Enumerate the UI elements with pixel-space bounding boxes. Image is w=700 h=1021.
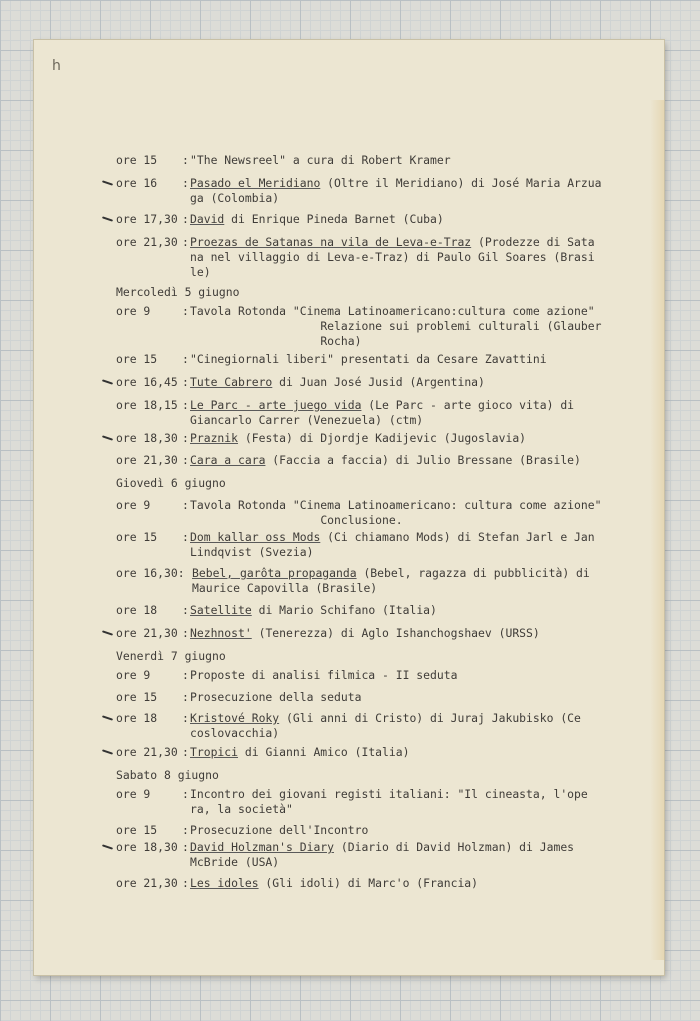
row-separator: : [182, 711, 189, 725]
check-tick-icon [102, 715, 113, 720]
row-text: di Gianni Amico (Italia) [238, 745, 410, 759]
film-title: Les idoles [190, 876, 259, 890]
day-heading: Mercoledì 5 giugno [116, 285, 240, 299]
check-tick-icon [102, 379, 113, 384]
row-time: ore 21,30 [116, 745, 178, 759]
film-title: Praznik [190, 431, 239, 445]
row-text: Prosecuzione della seduta [190, 690, 362, 704]
row-description [190, 787, 640, 817]
row-separator: : [182, 876, 189, 890]
row-text: (Gli idoli) di Marc'o (Francia) [258, 876, 479, 890]
row-description [190, 668, 640, 683]
row-time: ore 21,30 [116, 876, 178, 890]
check-tick-icon [102, 216, 113, 221]
row-description [190, 153, 640, 168]
row-time: ore 15 [116, 530, 158, 544]
row-description [190, 530, 640, 560]
row-description [190, 304, 640, 349]
row-separator: : [182, 453, 189, 467]
row-time: ore 18,30 [116, 840, 178, 854]
row-separator: : [182, 153, 189, 167]
row-description [190, 823, 640, 838]
row-description [190, 603, 640, 618]
row-separator: : [182, 530, 189, 544]
row-separator: : [182, 626, 189, 640]
corner-pencil-mark: h [52, 58, 61, 74]
row-text: di Mario Schifano (Italia) [251, 603, 437, 617]
row-time: ore 18 [116, 711, 158, 725]
film-title: Tute Cabrero [190, 375, 273, 389]
row-description [190, 352, 640, 367]
row-time: ore 17,30 [116, 212, 178, 226]
row-text: "Cinegiornali liberi" presentati da Cesare Zavattini [190, 352, 547, 366]
row-text: Tavola Rotonda "Cinema Latinoamericano: cultura come azione" Conclusione. [190, 498, 602, 527]
film-title: Pasado el Meridiano [190, 176, 321, 190]
check-tick-icon [102, 844, 113, 849]
row-text: Proposte di analisi filmica - II seduta [190, 668, 458, 682]
film-title: Tropici [190, 745, 239, 759]
day-heading: Giovedì 6 giugno [116, 476, 226, 490]
row-time: ore 15 [116, 823, 158, 837]
film-title: Bebel, garôta propaganda [192, 566, 357, 580]
row-time: ore 15 [116, 352, 158, 366]
row-text: di Juan José Jusid (Argentina) [272, 375, 485, 389]
row-separator: : [182, 352, 189, 366]
row-text: (Gli anni di Cristo) di Juraj Jakubisko (Ce coslovacchia) [190, 711, 581, 740]
row-time: ore 18,15 [116, 398, 178, 412]
row-description [190, 498, 640, 528]
row-separator: : [182, 398, 189, 412]
row-text: (Diario di David Holzman) di James McBride (USA) [190, 840, 575, 869]
day-heading: Sabato 8 giugno [116, 768, 219, 782]
row-separator: : [182, 235, 189, 249]
day-heading: Venerdì 7 giugno [116, 649, 226, 663]
row-separator: : [182, 498, 189, 512]
film-title: Cara a cara [190, 453, 266, 467]
check-tick-icon [102, 749, 113, 754]
row-description [190, 690, 640, 705]
row-separator: : [182, 176, 189, 190]
row-description [190, 745, 640, 760]
row-text: Tavola Rotonda "Cinema Latinoamericano:cultura come azione" Relazione sui problemi culturali (Glauber Rocha) [190, 304, 602, 348]
row-text: (Festa) di Djordje Kadijevic (Jugoslavia) [238, 431, 527, 445]
row-time: ore 9 [116, 668, 151, 682]
row-text: (Le Parc - arte gioco vita) di Giancarlo Carrer (Venezuela) (ctm) [190, 398, 575, 427]
check-tick-icon [102, 630, 113, 635]
row-text: (Ci chiamano Mods) di Stefan Jarl e Jan Lindqvist (Svezia) [190, 530, 595, 559]
row-time: ore 9 [116, 304, 151, 318]
row-text: (Oltre il Meridiano) di José Maria Arzua ga (Colombia) [190, 176, 602, 205]
row-time: ore 9 [116, 787, 151, 801]
row-text: (Faccia a faccia) di Julio Bressane (Brasile) [265, 453, 581, 467]
row-separator: : [182, 375, 189, 389]
row-time: ore 16,45 [116, 375, 178, 389]
film-title: Proezas de Satanas na vila de Leva-e-Traz [190, 235, 472, 249]
film-title: David [190, 212, 225, 226]
row-description [190, 212, 640, 227]
row-description [190, 626, 640, 641]
row-separator: : [182, 840, 189, 854]
check-tick-icon [102, 180, 113, 185]
row-text: (Prodezze di Sata na nel villaggio di Leva-e-Traz) di Paulo Gil Soares (Brasi le) [190, 235, 595, 279]
row-separator: : [182, 787, 189, 801]
row-time: ore 16 [116, 176, 158, 190]
row-description [190, 431, 640, 446]
row-description [190, 375, 640, 390]
row-separator: : [182, 304, 189, 318]
row-time: ore 21,30 [116, 453, 178, 467]
film-title: Le Parc - arte juego vida [190, 398, 362, 412]
row-time: ore 15 [116, 153, 158, 167]
row-description [190, 176, 640, 206]
film-title: Satellite [190, 603, 252, 617]
row-separator: : [182, 668, 189, 682]
row-description [190, 398, 640, 428]
row-description [190, 453, 640, 468]
row-description [192, 566, 642, 596]
film-title: Nezhnost' [190, 626, 252, 640]
row-separator: : [182, 745, 189, 759]
row-time: ore 18,30 [116, 431, 178, 445]
row-separator: : [182, 212, 189, 226]
row-time: ore 18 [116, 603, 158, 617]
check-tick-icon [102, 435, 113, 440]
row-text: "The Newsreel" a cura di Robert Kramer [190, 153, 451, 167]
film-title: Dom kallar oss Mods [190, 530, 321, 544]
film-title: David Holzman's Diary [190, 840, 335, 854]
row-time: ore 21,30 [116, 235, 178, 249]
row-text: (Bebel, ragazza di pubblicità) di Maurice Capovilla (Brasile) [192, 566, 590, 595]
row-separator: : [182, 431, 189, 445]
row-text: Incontro dei giovani registi italiani: "Il cineasta, l'ope ra, la società" [190, 787, 588, 816]
row-text: (Tenerezza) di Aglo Ishanchogshaev (URSS) [251, 626, 540, 640]
row-separator: : [182, 690, 189, 704]
row-description [190, 235, 640, 280]
row-time: ore 16,30: [116, 566, 185, 580]
row-separator: : [182, 603, 189, 617]
document-page [34, 40, 664, 975]
row-separator: : [182, 823, 189, 837]
film-title: Kristové Roky [190, 711, 280, 725]
row-text: di Enrique Pineda Barnet (Cuba) [224, 212, 444, 226]
row-time: ore 15 [116, 690, 158, 704]
row-description [190, 876, 640, 891]
row-text: Prosecuzione dell'Incontro [190, 823, 369, 837]
row-description [190, 711, 640, 741]
row-description [190, 840, 640, 870]
row-time: ore 9 [116, 498, 151, 512]
row-time: ore 21,30 [116, 626, 178, 640]
